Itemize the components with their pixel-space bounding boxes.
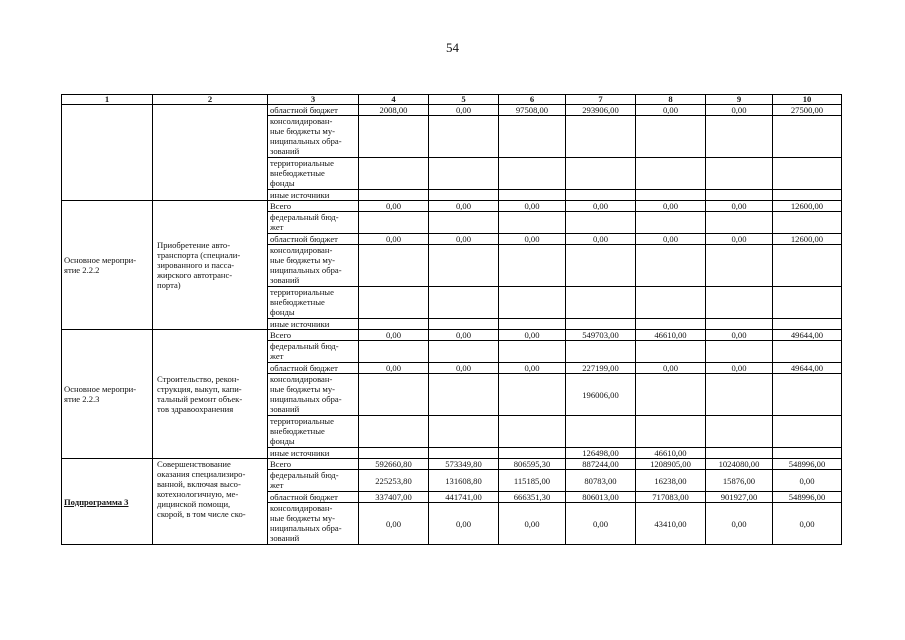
event-cell [62, 330, 153, 459]
value-cell: 0,00 [429, 503, 499, 545]
value-cell [499, 212, 566, 234]
source-line: ные бюджеты му- [270, 255, 335, 265]
table-row [62, 459, 842, 470]
source-line: территориальные [270, 416, 334, 426]
value-cell: 1208905,00 [636, 459, 706, 470]
value-cell [499, 341, 566, 363]
column-header: 2 [153, 95, 268, 105]
value-cell: 0,00 [499, 503, 566, 545]
value-cell [359, 319, 429, 330]
name-line: котехнологичную, ме- [157, 489, 239, 499]
event-line: ятие 2.2.2 [64, 265, 100, 275]
value-cell: 573349,80 [429, 459, 499, 470]
value-cell [566, 116, 636, 158]
value-cell [359, 245, 429, 287]
value-cell [359, 212, 429, 234]
value-cell: 46610,00 [636, 330, 706, 341]
value-cell [429, 416, 499, 448]
value-cell: 666351,30 [499, 492, 566, 503]
value-cell [429, 190, 499, 201]
value-cell [636, 158, 706, 190]
value-cell [706, 416, 773, 448]
value-cell: 0,00 [429, 105, 499, 116]
value-cell [636, 287, 706, 319]
value-cell [429, 448, 499, 459]
source-line: ные бюджеты му- [270, 126, 335, 136]
source-line: ниципальных обра- [270, 523, 342, 533]
value-cell: 0,00 [706, 201, 773, 212]
value-cell: 0,00 [566, 234, 636, 245]
value-cell: 0,00 [706, 105, 773, 116]
value-cell [359, 448, 429, 459]
name-cell [153, 330, 268, 459]
value-cell: 15876,00 [706, 470, 773, 492]
source-line: федеральный бюд- [270, 470, 339, 480]
column-header: 6 [499, 95, 566, 105]
value-cell [706, 374, 773, 416]
value-cell [773, 245, 842, 287]
source-line: зований [270, 533, 300, 543]
value-cell [359, 116, 429, 158]
source-line: ниципальных обра- [270, 394, 342, 404]
table-row [62, 330, 842, 341]
value-cell: 549703,00 [566, 330, 636, 341]
value-cell: 0,00 [429, 363, 499, 374]
value-cell [773, 287, 842, 319]
value-cell: 0,00 [636, 363, 706, 374]
value-cell: 2008,00 [359, 105, 429, 116]
value-cell: 97508,00 [499, 105, 566, 116]
value-cell [773, 448, 842, 459]
source-cell [268, 470, 359, 492]
value-cell [359, 416, 429, 448]
source-cell [268, 341, 359, 363]
value-cell [706, 448, 773, 459]
name-line: Совершенствование [157, 459, 231, 469]
name-line: тальный ремонт объек- [157, 394, 243, 404]
source-line: жет [270, 351, 284, 361]
source-cell [268, 212, 359, 234]
value-cell: 806595,30 [499, 459, 566, 470]
value-cell [359, 158, 429, 190]
name-line: тов здравоохранения [157, 404, 234, 414]
column-header-row [62, 95, 842, 105]
value-cell: 0,00 [636, 201, 706, 212]
value-cell [706, 245, 773, 287]
source-line: зований [270, 146, 300, 156]
value-cell: 49644,00 [773, 363, 842, 374]
column-header: 7 [566, 95, 636, 105]
value-cell: 126498,00 [566, 448, 636, 459]
value-cell [499, 116, 566, 158]
value-cell [706, 158, 773, 190]
value-cell: 0,00 [773, 503, 842, 545]
source-line: территориальные [270, 287, 334, 297]
name-line: транспорта (специали- [157, 250, 241, 260]
value-cell: 115185,00 [499, 470, 566, 492]
value-cell [566, 416, 636, 448]
table-row [62, 105, 842, 116]
value-cell: 0,00 [499, 234, 566, 245]
source-line: консолидирован- [270, 116, 333, 126]
name-line: струкция, выкуп, капи- [157, 384, 242, 394]
value-cell: 80783,00 [566, 470, 636, 492]
source-line: фонды [270, 436, 295, 446]
value-cell [429, 287, 499, 319]
value-cell [499, 245, 566, 287]
value-cell [566, 190, 636, 201]
value-cell: 0,00 [566, 503, 636, 545]
source-line: федеральный бюд- [270, 212, 339, 222]
value-cell [773, 212, 842, 234]
value-cell: 0,00 [706, 234, 773, 245]
table-row [62, 201, 842, 212]
value-cell [359, 287, 429, 319]
name-line: оказания специализиро- [157, 469, 246, 479]
value-cell: 0,00 [636, 234, 706, 245]
column-header: 3 [268, 95, 359, 105]
value-cell: 0,00 [773, 470, 842, 492]
value-cell [429, 212, 499, 234]
value-cell: 225253,80 [359, 470, 429, 492]
event-cell [62, 105, 153, 201]
value-cell [499, 448, 566, 459]
column-header: 5 [429, 95, 499, 105]
value-cell [566, 212, 636, 234]
value-cell [499, 158, 566, 190]
value-cell: 49644,00 [773, 330, 842, 341]
event-cell [62, 201, 153, 330]
source-cell: Всего [268, 459, 359, 470]
source-line: консолидирован- [270, 374, 333, 384]
source-cell: Всего [268, 201, 359, 212]
column-header: 8 [636, 95, 706, 105]
value-cell: 0,00 [359, 330, 429, 341]
value-cell: 0,00 [429, 234, 499, 245]
value-cell [706, 116, 773, 158]
name-line: ванной, включая высо- [157, 479, 241, 489]
value-cell: 227199,00 [566, 363, 636, 374]
value-cell: 441741,00 [429, 492, 499, 503]
value-cell [429, 341, 499, 363]
source-line: консолидирован- [270, 503, 333, 513]
source-line: фонды [270, 307, 295, 317]
value-cell: 0,00 [499, 201, 566, 212]
source-line: ные бюджеты му- [270, 513, 335, 523]
source-line: жет [270, 222, 284, 232]
value-cell: 12600,00 [773, 234, 842, 245]
source-cell [268, 116, 359, 158]
value-cell: 12600,00 [773, 201, 842, 212]
value-cell [706, 190, 773, 201]
page-number: 54 [446, 40, 459, 55]
value-cell [636, 245, 706, 287]
value-cell: 27500,00 [773, 105, 842, 116]
source-cell: иные источники [268, 448, 359, 459]
source-cell [268, 503, 359, 545]
name-line: скорой, в том числе ско- [157, 509, 246, 519]
value-cell [773, 416, 842, 448]
value-cell: 131608,80 [429, 470, 499, 492]
source-cell: иные источники [268, 190, 359, 201]
value-cell [773, 341, 842, 363]
source-line: зований [270, 404, 300, 414]
source-cell [268, 245, 359, 287]
value-cell: 548996,00 [773, 459, 842, 470]
value-cell: 196006,00 [566, 374, 636, 416]
source-line: зований [270, 275, 300, 285]
name-cell [153, 105, 268, 201]
value-cell: 43410,00 [636, 503, 706, 545]
value-cell [359, 374, 429, 416]
value-cell: 0,00 [359, 234, 429, 245]
value-cell [706, 319, 773, 330]
value-cell [706, 287, 773, 319]
value-cell: 1024080,00 [706, 459, 773, 470]
value-cell [429, 158, 499, 190]
value-cell: 0,00 [359, 363, 429, 374]
name-line: зированного и пасса- [157, 260, 235, 270]
value-cell: 887244,00 [566, 459, 636, 470]
value-cell [566, 287, 636, 319]
value-cell: 548996,00 [773, 492, 842, 503]
value-cell [636, 116, 706, 158]
name-line: порта) [157, 280, 181, 290]
column-header: 1 [62, 95, 153, 105]
source-line: внебюджетные [270, 426, 325, 436]
value-cell: 0,00 [499, 330, 566, 341]
value-cell: 717083,00 [636, 492, 706, 503]
name-cell [153, 201, 268, 330]
value-cell [636, 190, 706, 201]
value-cell: 0,00 [359, 503, 429, 545]
value-cell: 337407,00 [359, 492, 429, 503]
value-cell: 0,00 [566, 201, 636, 212]
name-line: дицинской помощи, [157, 499, 231, 509]
value-cell [566, 341, 636, 363]
event-line: Основное меропри- [64, 384, 137, 394]
name-line: Приобретение авто- [157, 240, 231, 250]
name-line: Строительство, рекон- [157, 374, 240, 384]
value-cell [566, 245, 636, 287]
value-cell: 0,00 [706, 363, 773, 374]
source-cell: иные источники [268, 319, 359, 330]
source-cell [268, 374, 359, 416]
source-cell: Всего [268, 330, 359, 341]
event-line: Основное меропри- [64, 255, 137, 265]
source-line: федеральный бюд- [270, 341, 339, 351]
value-cell [706, 212, 773, 234]
column-header: 10 [773, 95, 842, 105]
value-cell: 16238,00 [636, 470, 706, 492]
value-cell: 0,00 [706, 503, 773, 545]
subprogram-cell: Подпрограмма 3 [62, 459, 153, 545]
source-line: ниципальных обра- [270, 265, 342, 275]
value-cell [429, 245, 499, 287]
value-cell [429, 319, 499, 330]
source-cell: областной бюджет [268, 234, 359, 245]
value-cell [636, 212, 706, 234]
value-cell [636, 416, 706, 448]
source-line: жет [270, 480, 284, 490]
value-cell: 46610,00 [636, 448, 706, 459]
value-cell: 0,00 [499, 363, 566, 374]
value-cell [773, 190, 842, 201]
value-cell: 0,00 [636, 105, 706, 116]
value-cell [706, 341, 773, 363]
value-cell [499, 190, 566, 201]
source-line: территориальные [270, 158, 334, 168]
value-cell: 592660,80 [359, 459, 429, 470]
value-cell [566, 158, 636, 190]
value-cell [499, 319, 566, 330]
value-cell [499, 287, 566, 319]
source-line: фонды [270, 178, 295, 188]
source-line: внебюджетные [270, 297, 325, 307]
value-cell [566, 319, 636, 330]
value-cell: 0,00 [429, 330, 499, 341]
value-cell [359, 341, 429, 363]
value-cell: 0,00 [429, 201, 499, 212]
value-cell [499, 374, 566, 416]
value-cell [773, 374, 842, 416]
value-cell [359, 190, 429, 201]
source-cell: областной бюджет [268, 105, 359, 116]
source-cell: областной бюджет [268, 363, 359, 374]
column-header: 4 [359, 95, 429, 105]
source-cell [268, 158, 359, 190]
value-cell: 901927,00 [706, 492, 773, 503]
value-cell [773, 319, 842, 330]
source-line: ные бюджеты му- [270, 384, 335, 394]
name-line: жирского автотранс- [157, 270, 233, 280]
value-cell [636, 341, 706, 363]
budget-table [61, 94, 842, 545]
value-cell [636, 319, 706, 330]
value-cell [429, 374, 499, 416]
value-cell [773, 116, 842, 158]
value-cell: 806013,00 [566, 492, 636, 503]
name-cell [153, 459, 268, 545]
source-cell: областной бюджет [268, 492, 359, 503]
source-cell [268, 416, 359, 448]
source-cell [268, 287, 359, 319]
source-line: консолидирован- [270, 245, 333, 255]
value-cell: 0,00 [706, 330, 773, 341]
value-cell: 293906,00 [566, 105, 636, 116]
value-cell [499, 416, 566, 448]
value-cell [429, 116, 499, 158]
value-cell [773, 158, 842, 190]
source-line: внебюджетные [270, 168, 325, 178]
source-line: ниципальных обра- [270, 136, 342, 146]
event-line: ятие 2.2.3 [64, 394, 100, 404]
column-header: 9 [706, 95, 773, 105]
value-cell: 0,00 [359, 201, 429, 212]
value-cell [636, 374, 706, 416]
